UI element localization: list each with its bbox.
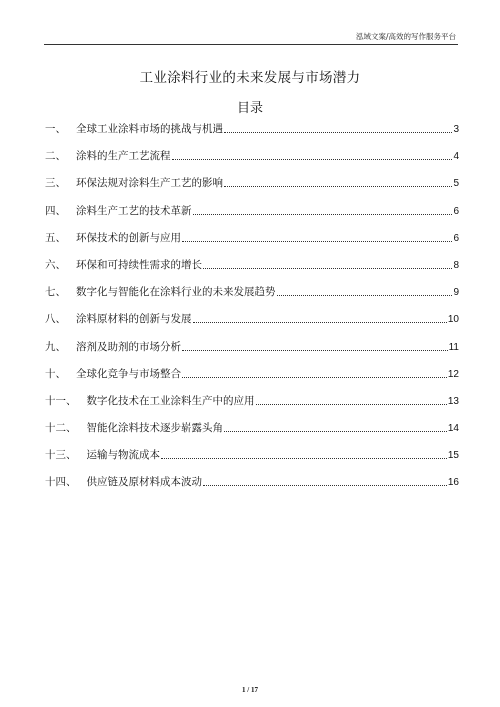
toc-entry-number: 七、: [45, 286, 66, 299]
toc-entry-page: 12: [447, 368, 459, 380]
toc-entry-title: 涂料原材料的创新与发展: [76, 313, 192, 326]
toc-entry-page: 14: [447, 423, 459, 435]
toc-entry[interactable]: [45, 286, 459, 299]
toc-entry-page: 9: [453, 287, 459, 299]
toc-entry-number: 十一、: [45, 394, 77, 407]
toc-entry-page: 10: [447, 314, 459, 326]
toc-entry[interactable]: [45, 205, 459, 218]
toc-entry-number: 九、: [45, 340, 66, 353]
toc-entry-number: 五、: [45, 231, 66, 244]
toc-entry-number: 四、: [45, 204, 66, 217]
toc-dot-leader: [224, 431, 447, 432]
toc-entry[interactable]: [45, 422, 459, 435]
toc-entry-page: 6: [453, 205, 459, 217]
toc-entry-page: 5: [453, 178, 459, 190]
toc-entry-title: 环保和可持续性需求的增长: [76, 258, 202, 271]
toc-entry-title: 智能化涂料技术逐步崭露头角: [86, 422, 223, 435]
toc-entry-title: 涂料生产工艺的技术革新: [76, 204, 192, 217]
toc-entry[interactable]: [45, 313, 459, 326]
toc-entry-number: 十、: [45, 367, 66, 380]
toc-entry[interactable]: [45, 476, 459, 489]
toc-dot-leader: [182, 377, 447, 378]
page-number: 1 / 17: [242, 686, 258, 694]
toc-dot-leader: [203, 485, 447, 486]
toc-entry-number: 十二、: [45, 422, 77, 435]
toc-entry-title: 数字化技术在工业涂料生产中的应用: [86, 394, 255, 407]
toc-entry-page: 6: [453, 232, 459, 244]
toc-entry-number: 一、: [45, 123, 66, 135]
toc-entry[interactable]: [45, 259, 459, 272]
toc-entry-title: 运输与物流成本: [86, 449, 160, 462]
page-header-text: 泓域文案/高效的写作服务平台: [355, 32, 456, 41]
toc-dot-leader: [193, 322, 447, 323]
toc-entry[interactable]: [45, 150, 459, 163]
toc-dot-leader: [182, 241, 452, 242]
toc-entry-title: 全球化竞争与市场整合: [76, 367, 181, 380]
toc-dot-leader: [172, 159, 453, 160]
toc-entry[interactable]: [45, 368, 459, 381]
toc-entry-page: 15: [447, 450, 459, 462]
toc-entry-title: 溶剂及助剂的市场分析: [76, 340, 181, 353]
toc-entry-number: 六、: [45, 258, 66, 271]
toc-dot-leader: [256, 404, 447, 405]
toc-entry-number: 十四、: [45, 476, 77, 489]
toc-entry[interactable]: [45, 395, 459, 408]
toc-dot-leader: [161, 458, 447, 459]
toc-entry-number: 八、: [45, 313, 66, 326]
toc-dot-leader: [277, 295, 453, 296]
toc-entry-title: 全球工业涂料市场的挑战与机遇: [76, 123, 223, 135]
toc-entry-number: 三、: [45, 177, 66, 190]
toc-dot-leader: [193, 214, 453, 215]
toc-entry-title: 环保技术的创新与应用: [76, 231, 181, 244]
toc-entry-page: 13: [447, 395, 459, 407]
toc-dot-leader: [182, 350, 448, 351]
toc-entry-page: 8: [453, 259, 459, 271]
header-divider: [44, 44, 458, 45]
toc-entry-title: 供应链及原材料成本波动: [86, 476, 202, 489]
toc-entry[interactable]: [45, 449, 459, 462]
toc-entry-page: 16: [447, 477, 459, 489]
toc-entry-number: 十三、: [45, 449, 77, 462]
toc-entry-title: 环保法规对涂料生产工艺的影响: [76, 177, 223, 190]
toc-entry-page: 11: [448, 341, 459, 353]
toc-entry-page: 4: [453, 151, 459, 163]
toc-dot-leader: [203, 268, 452, 269]
toc-dot-leader: [224, 186, 452, 187]
toc-entry-title: 涂料的生产工艺流程: [76, 150, 171, 163]
toc-heading: 目录: [236, 101, 263, 116]
toc-entry-number: 二、: [45, 150, 66, 163]
toc-entry-title: 数字化与智能化在涂料行业的未来发展趋势: [76, 286, 276, 299]
toc-entry[interactable]: [45, 341, 459, 354]
toc-entry[interactable]: [45, 177, 459, 190]
table-of-contents: [45, 123, 459, 504]
toc-entry[interactable]: [45, 123, 459, 136]
document-title: 工业涂料行业的未来发展与市场潜力: [139, 70, 361, 86]
toc-entry[interactable]: [45, 232, 459, 245]
toc-dot-leader: [224, 132, 452, 133]
toc-entry-page: 3: [453, 124, 459, 135]
